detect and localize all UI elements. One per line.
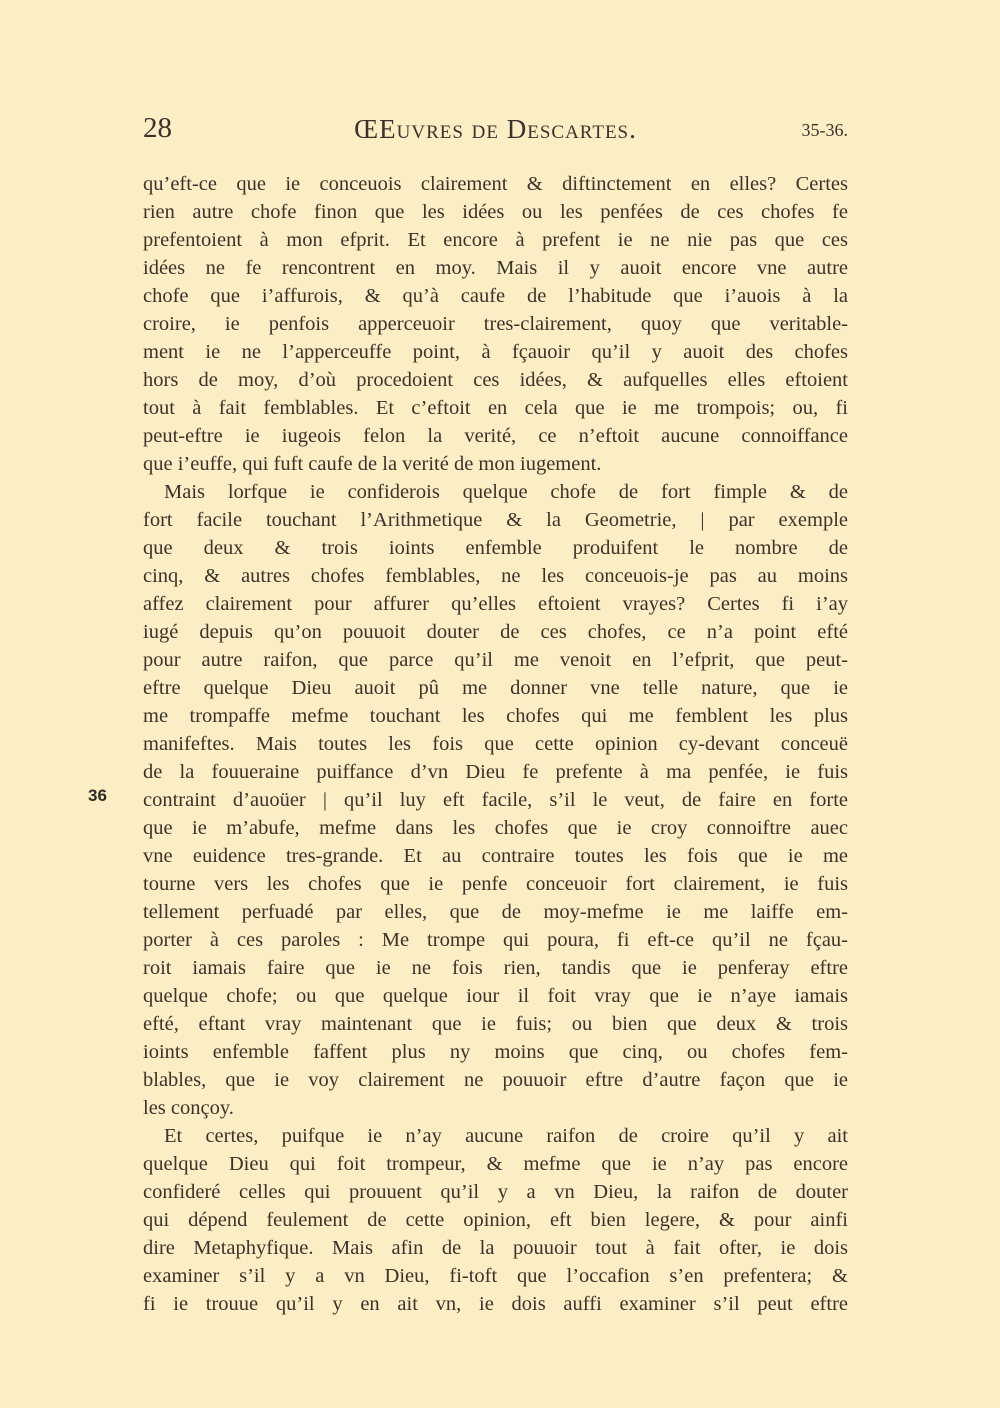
text-line: que deux & trois ioints enfemble produifent le nombre de <box>143 537 848 559</box>
text-line: rien autre chofe finon que les idées ou les penfées de ces chofes fe <box>143 201 848 223</box>
text-line: contraint d’auoüer | qu’il luy eft facile, s’il le veut, de faire en forte <box>143 789 848 811</box>
text-line: hors de moy, d’où procedoient ces idées, & aufquelles elles eftoient <box>143 369 848 391</box>
text-line: peut-eftre ie iugeois felon la verité, ce n’eftoit aucune connoiffance <box>143 425 848 447</box>
text-line: affez clairement pour affurer qu’elles eftoient vrayes? Certes fi i’ay <box>143 593 848 615</box>
text-line: blables, que ie voy clairement ne pouuoir eftre d’autre façon que ie <box>143 1069 848 1091</box>
text-line: porter à ces paroles : Me trompe qui poura, fi eft-ce qu’il ne fçau- <box>143 929 848 951</box>
margin-page-marker: 36 <box>88 786 107 805</box>
text-line: iugé depuis qu’on pouuoit douter de ces chofes, ce n’a point efté <box>143 621 848 643</box>
text-line: que i’euffe, qui fuft caufe de la verité de mon iugement. <box>143 453 602 475</box>
text-line: tourne vers les chofes que ie penfe conceuoir fort clairement, ie fuis <box>143 873 848 895</box>
text-line: confideré celles qui prouuent qu’il y a vn Dieu, la raifon de douter <box>143 1181 848 1203</box>
text-line: vne euidence tres-grande. Et au contraire toutes les fois que ie me <box>143 845 848 867</box>
text-line: fort facile touchant l’Arithmetique & la Geometrie, | par exemple <box>143 509 848 531</box>
text-line: prefentoient à mon efprit. Et encore à prefent ie ne nie pas que ces <box>143 229 848 251</box>
text-line: efté, eftant vray maintenant que ie fuis; ou bien que deux & trois <box>143 1013 848 1035</box>
text-line: que ie m’abufe, mefme dans les chofes que ie croy connoiftre auec <box>143 817 848 839</box>
text-line: me trompaffe mefme touchant les chofes qui me femblent les plus <box>143 705 848 727</box>
text-line: chofe que i’affurois, & qu’à caufe de l’habitude que i’auois à la <box>143 285 848 307</box>
text-line: qui dépend feulement de cette opinion, eft bien legere, & pour ainfi <box>143 1209 848 1231</box>
text-line: Et certes, puifque ie n’ay aucune raifon de croire qu’il y ait <box>164 1125 848 1147</box>
text-line: quelque chofe; ou que quelque iour il foit vray que ie n’aye iamais <box>143 985 848 1007</box>
text-line: cinq, & autres chofes femblables, ne les conceuois-je pas au moins <box>143 565 848 587</box>
text-line: idées ne fe rencontrent en moy. Mais il y auoit encore vne autre <box>143 257 848 279</box>
text-line: tout à fait femblables. Et c’eftoit en cela que ie me trompois; ou, fi <box>143 397 848 419</box>
text-line: quelque Dieu qui foit trompeur, & mefme que ie n’ay pas encore <box>143 1153 848 1175</box>
page-number: 28 <box>143 112 172 144</box>
text-line: croire, ie penfois apperceuoir tres-clairement, quoy que veritable- <box>143 313 848 335</box>
text-line: manifeftes. Mais toutes les fois que cette opinion cy-devant conceuë <box>143 733 848 755</box>
text-line: tellement perfuadé par elles, que de moy-mefme ie me laiffe em- <box>143 901 848 923</box>
running-title: ŒEuvres de Descartes. <box>354 114 637 144</box>
text-line: ment ie ne l’apperceuffe point, à fçauoir qu’il y auoit des chofes <box>143 341 848 363</box>
text-line: fi ie trouue qu’il y en ait vn, ie dois auffi examiner s’il peut eftre <box>143 1293 848 1315</box>
text-line: pour autre raifon, que parce qu’il me venoit en l’efprit, que peut- <box>143 649 848 671</box>
text-line: les conçoy. <box>143 1097 234 1119</box>
text-line: eftre quelque Dieu auoit pû me donner vne telle nature, que ie <box>143 677 848 699</box>
text-line: Mais lorfque ie confiderois quelque chofe de fort fimple & de <box>164 481 848 503</box>
text-line: dire Metaphyfique. Mais afin de la pouuoir tout à fait ofter, ie dois <box>143 1237 848 1259</box>
text-line: roit iamais faire que ie ne fois rien, tandis que ie penferay eftre <box>143 957 848 979</box>
text-line: de la fouueraine puiffance d’vn Dieu fe prefente à ma penfée, ie fuis <box>143 761 848 783</box>
running-header <box>143 112 848 152</box>
page-reference: 35-36. <box>801 120 848 140</box>
text-line: examiner s’il y a vn Dieu, fi-toft que l’occafion s’en prefentera; & <box>143 1265 848 1287</box>
text-line: qu’eft-ce que ie conceuois clairement & diftinctement en elles? Certes <box>143 173 848 195</box>
text-line: ioints enfemble faffent plus ny moins que cinq, ou chofes fem- <box>143 1041 848 1063</box>
